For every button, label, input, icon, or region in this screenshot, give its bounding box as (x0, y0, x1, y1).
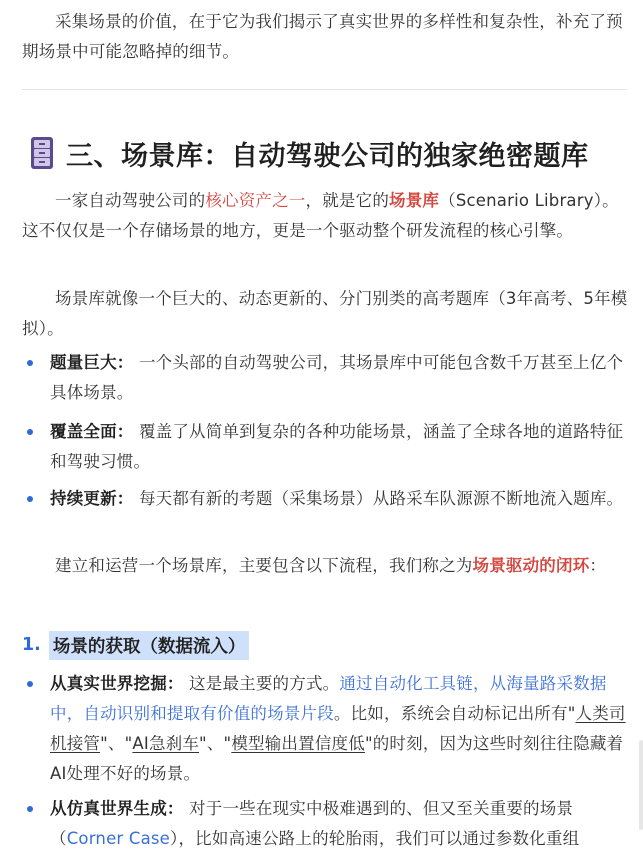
subsection-number: 1. (22, 635, 41, 655)
feature-label: 覆盖全面： (50, 422, 134, 441)
subsection-heading (22, 630, 249, 660)
subsection-title: 场景的获取（数据流入） (49, 631, 250, 660)
feature-item-updates (50, 484, 628, 514)
bullet-dot (27, 429, 33, 435)
acquire-text: "的时刻，因为这些时刻往往隐藏着AI处理不好的场景。 (50, 734, 624, 783)
low-confidence-term: 模型输出置信度低 (231, 734, 365, 753)
acquire-item-real-world (50, 669, 628, 789)
toolchain-link-text: 通过自动化工具链，从海量路采数据中，自动识别和提取有价值的场景片段 (50, 674, 607, 723)
para1-text-e: （Scenario Library）。这不仅仅是一个存储场景的地方，更是一个驱动整个研发流程的核心引擎。 (22, 191, 619, 240)
feature-label: 题量巨大： (50, 353, 134, 372)
driver-takeover-term: 人类司机接管 (50, 704, 626, 753)
divider (22, 89, 627, 90)
acquire-text: "、" (100, 734, 133, 753)
section-heading (30, 133, 589, 173)
bullet-dot (27, 360, 33, 366)
feature-item-volume (50, 348, 628, 408)
core-asset-highlight: 核心资产之一 (205, 191, 306, 210)
acquire-item-simulation (50, 794, 628, 854)
feature-text: 覆盖了从简单到复杂的各种功能场景，涵盖了全球各地的道路特征和驾驶习惯。 (50, 422, 624, 471)
feature-text: 每天都有新的考题（采集场景）从路采车队源源不断地流入题库。 (133, 489, 624, 508)
closed-loop-term: 场景驱动的闭环 (472, 556, 590, 575)
bullet-dot (27, 496, 33, 502)
bullet-dot (27, 806, 33, 812)
ai-hard-brake-term: AI急刹车 (132, 734, 200, 753)
bullet-dot (27, 681, 33, 687)
section-title: 三、场景库：自动驾驶公司的独家绝密题库 (66, 140, 589, 172)
acquire-text: 这是最主要的方式。 (183, 674, 340, 693)
feature-item-coverage (50, 417, 628, 477)
para1-text-c: ，就是它的 (305, 191, 390, 210)
acquire-text: 。比如，系统会自动标记出所有" (333, 704, 576, 723)
acquire-text: ），比如高速公路上的轮胎雨，我们可以通过参数化重组 (170, 829, 580, 848)
acquire-text: "、" (199, 734, 232, 753)
para3-text-c: ： (589, 556, 607, 575)
acquire-label: 从仿真世界生成： (50, 799, 184, 818)
scenario-library-term: 场景库 (389, 191, 440, 210)
exam-bank-paragraph: 场景库就像一个巨大的、动态更新的、分门别类的高考题库（3年高考、5年模拟）。 (22, 289, 628, 338)
acquire-label: 从真实世界挖掘： (50, 674, 184, 693)
file-cabinet-icon (30, 136, 54, 170)
feature-text: 一个头部的自动驾驶公司，其场景库中可能包含数千万甚至上亿个具体场景。 (50, 353, 624, 402)
feature-label: 持续更新： (50, 489, 134, 508)
acquire-text: 对于一些在现实中极难遇到的、但又至关重要的场景（ (50, 799, 574, 848)
corner-case-term: Corner Case (66, 829, 171, 848)
closed-loop-paragraph (22, 551, 628, 581)
para1-text-a: 一家自动驾驶公司的 (55, 191, 206, 210)
intro-paragraph: 采集场景的价值，在于它为我们揭示了真实世界的多样性和复杂性，补充了预期场景中可能忽略掉的细节。 (22, 12, 623, 61)
library-intro-paragraph (22, 186, 628, 246)
para3-text-a: 建立和运营一个场景库，主要包含以下流程，我们称之为 (55, 556, 473, 575)
scrollbar[interactable] (639, 740, 643, 830)
